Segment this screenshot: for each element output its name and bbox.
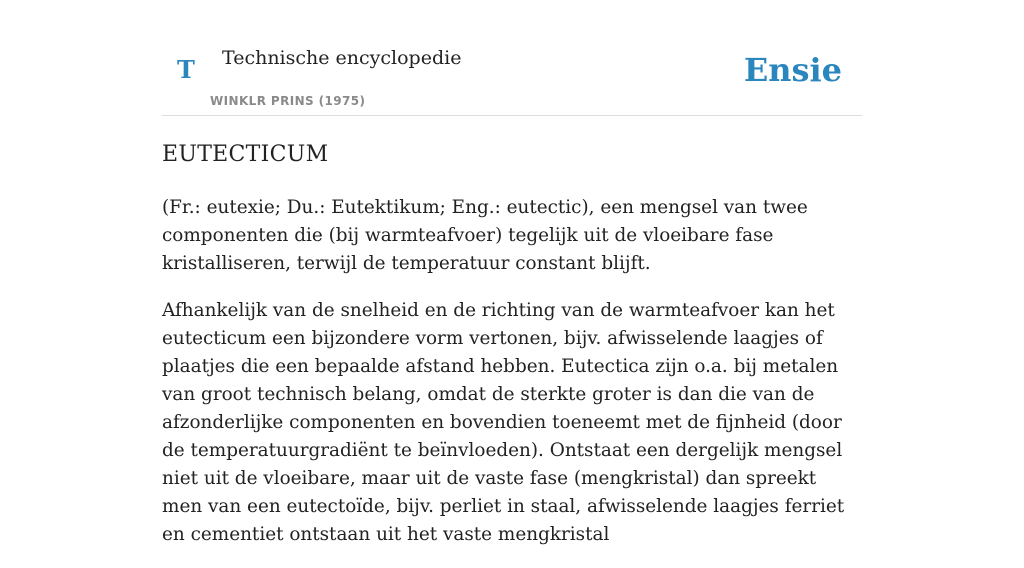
book-subtitle: WINKLR PRINS (1975) [210,94,366,108]
book-title-link[interactable]: Technische encyclopedie [222,47,462,69]
site-header [162,38,862,116]
entry-paragraph: (Fr.: eutexie; Du.: Eutektikum; Eng.: eutectic), een mengsel van twee componenten die (bij warmteafvoer) tegelijk uit de vloeibare fase kristalliseren, terwijl de temperatuur constant blijft. [162,197,808,274]
book-logo-icon[interactable]: T [177,55,195,84]
ensie-logo-link[interactable]: Ensie [743,51,842,89]
entry-content [162,140,862,568]
entry-paragraph: Afhankelijk van de snelheid en de richting van de warmteafvoer kan het eutecticum een bijzondere vorm vertonen, bijv. afwisselende laagjes of plaatjes die een bepaalde afstand hebben. Eutectica zijn o.a. bij metalen van groot technisch belang, omdat de sterkte groter is dan die van de afzonderlijke componenten en bovendien toeneemt met de fijnheid (door de temperatuurgradiënt te beïnvloeden). Ontstaat een dergelijk mengsel niet uit de vloeibare, maar uit de vaste fase (mengkristal) dan spreekt men van een eutectoïde, bijv. perliet in staal, afwisselende laagjes ferriet en cementiet ontstaan uit het vaste mengkristal [162,300,845,545]
entry-title: EUTECTICUM [162,142,329,167]
